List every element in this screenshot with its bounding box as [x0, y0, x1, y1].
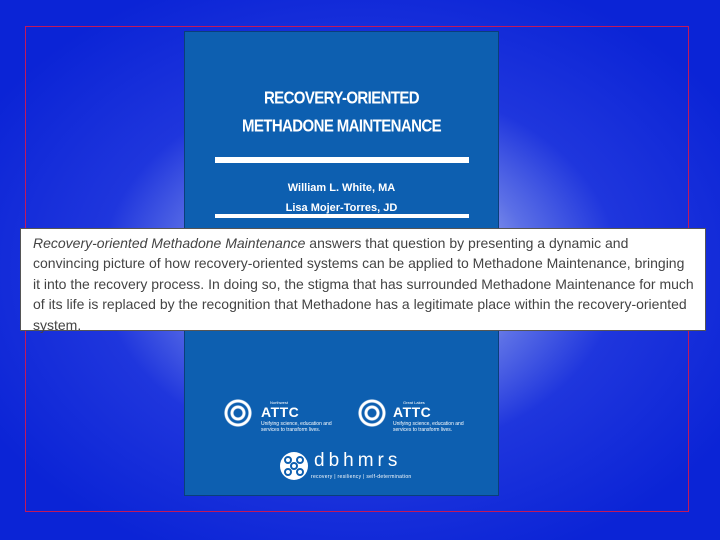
attc-region-label: Great Lakes — [403, 400, 425, 405]
book-title-line1: RECOVERY-ORIENTED — [263, 88, 420, 109]
attc-name: ATTC — [261, 404, 300, 420]
book-title-line2: METHADONE MAINTENANCE — [241, 116, 442, 137]
cover-divider-top — [215, 157, 469, 163]
dbhmrs-name: dbhmrs — [314, 450, 402, 471]
attc-name: ATTC — [393, 404, 432, 420]
attc-region-label: Northwest — [270, 400, 289, 405]
attc-emblem-icon — [356, 396, 388, 430]
cover-divider-bottom — [215, 214, 469, 218]
dbhmrs-tagline: recovery | resiliency | self-determination — [311, 474, 412, 480]
attc-emblem-icon — [222, 396, 254, 430]
book-author-1: William L. White, MA — [287, 182, 396, 194]
attc-tagline: Unifying science, education and services to transform lives. — [393, 421, 464, 433]
quote-emphasis: Recovery-oriented Methadone Maintenance — [33, 235, 306, 251]
quote-text: answers that question by presenting a dynamic and convincing picture of how recovery-oriented systems can be applied to Methadone Maintenance, bringing it into the recovery process. In doing so, the stigma that has surrounded Methadone Maintenance for much of its life is replaced by the recognition that Methadone has a legitimate place within the recovery-oriented system. — [33, 235, 694, 333]
quote-box — [20, 228, 706, 331]
dbhmrs-emblem-icon — [280, 452, 308, 480]
attc-tagline: Unifying science, education and services to transform lives. — [261, 421, 332, 433]
book-author-2: Lisa Mojer-Torres, JD — [285, 202, 398, 214]
